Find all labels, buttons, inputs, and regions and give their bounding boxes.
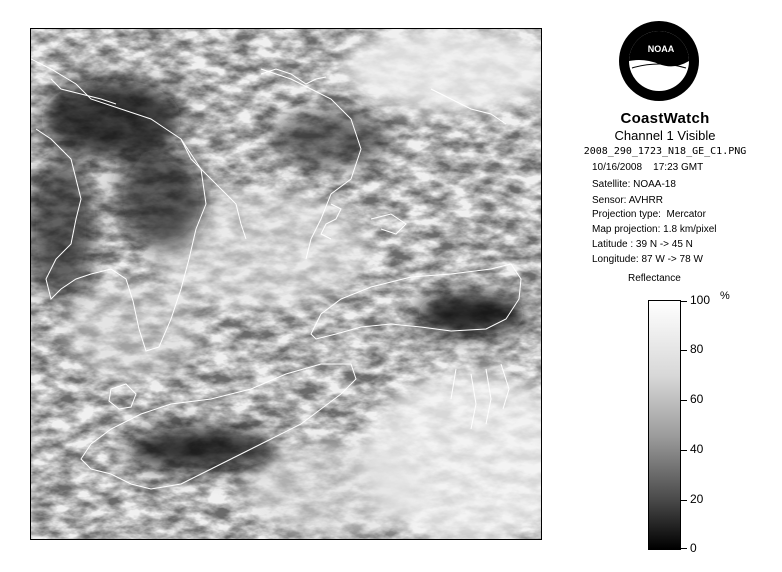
colorbar-tick — [681, 350, 687, 351]
logo-text: NOAA — [647, 44, 675, 54]
tick-label-40: 40 — [690, 442, 704, 456]
tick-label-80: 80 — [690, 342, 704, 356]
page-title: CoastWatch — [620, 110, 710, 127]
noaa-logo-icon — [618, 20, 700, 102]
satellite-text: Satellite: NOAA-18 — [592, 179, 676, 190]
tick-label-0: 0 — [690, 541, 697, 555]
latitude-text: Latitude : 39 N -> 45 N — [592, 239, 693, 250]
colorbar-tick — [681, 400, 687, 401]
legend-unit: % — [720, 290, 730, 302]
map-projection-text: Map projection: 1.8 km/pixel — [592, 224, 717, 235]
tick-label-60: 60 — [690, 392, 704, 406]
channel-subtitle: Channel 1 Visible — [614, 128, 716, 143]
satellite-scene — [31, 29, 542, 540]
tick-label-100: 100 — [690, 293, 711, 307]
datetime-text: 10/16/2008 17:23 GMT — [592, 162, 704, 173]
colorbar-tick — [681, 450, 687, 451]
colorbar-tick — [681, 301, 687, 302]
reflectance-colorbar — [648, 300, 681, 550]
sensor-text: Sensor: AVHRR — [592, 195, 663, 206]
projection-type-text: Projection type: Mercator — [592, 209, 706, 220]
tick-label-20: 20 — [690, 492, 704, 506]
longitude-text: Longitude: 87 W -> 78 W — [592, 254, 703, 265]
colorbar-tick — [681, 548, 687, 549]
image-filename: 2008_290_1723_N18_GE_C1.PNG — [583, 146, 747, 157]
satellite-image — [30, 28, 542, 540]
legend-title: Reflectance — [628, 273, 681, 284]
colorbar-tick — [681, 500, 687, 501]
